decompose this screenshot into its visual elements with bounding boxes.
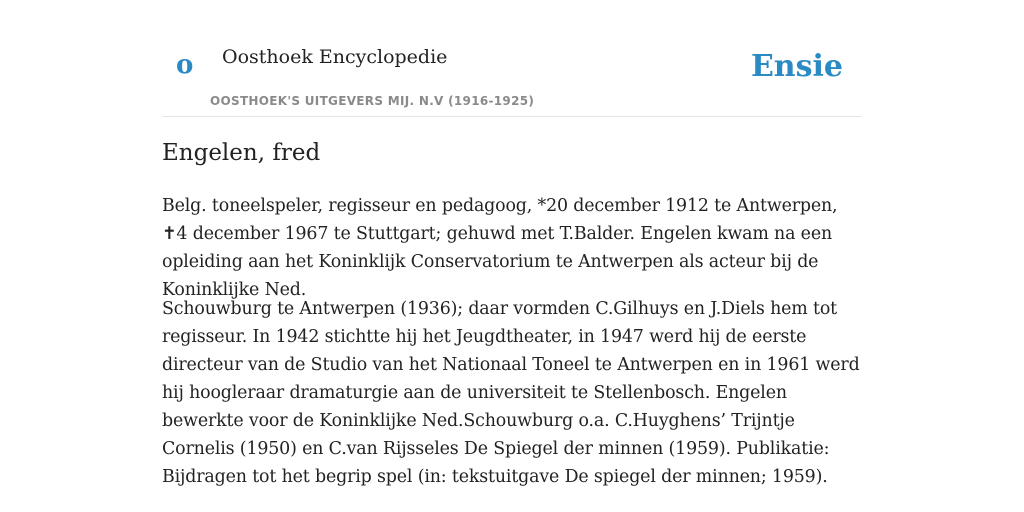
entry-paragraph-2: Schouwburg te Antwerpen (1936); daar vormden C.Gilhuys en J.Diels hem tot regisseur. In 1942 stichtte hij het Jeugdtheater, in 1947 werd hij de eerste directeur van de Studio van het Nationaal Toneel te Antwerpen en in 1961 werd hij hoogleraar dramaturgie aan de universiteit te Stellenbosch. Engelen bewerkte voor de Koninklijke Ned.Schouwburg o.a. C.Huyghens’ Trijntje Cornelis (1950) en C.van Rijsseles De Spiegel der minnen (1959). Publikatie: Bijdragen tot het begrip spel (in: tekstuitgave De spiegel der minnen; 1959). — [162, 299, 860, 487]
entry-paragraph-1: Belg. toneelspeler, regisseur en pedagoog, *20 december 1912 te Antwerpen, ✝4 december 1967 te Stuttgart; gehuwd met T.Balder. Engelen kwam na een opleiding aan het Koninklijk Conservatorium te Antwerpen als acteur bij de Koninklijke Ned. — [162, 196, 838, 300]
entry-title: Engelen, fred — [162, 140, 321, 166]
source-header — [162, 0, 862, 117]
source-logo[interactable]: o — [176, 50, 194, 80]
source-publisher: OOSTHOEK'S UITGEVERS MIJ. N.V (1916-1925) — [210, 94, 535, 108]
ensie-logo-link[interactable]: Ensie — [750, 49, 843, 84]
source-title-link[interactable]: Oosthoek Encyclopedie — [222, 46, 448, 68]
